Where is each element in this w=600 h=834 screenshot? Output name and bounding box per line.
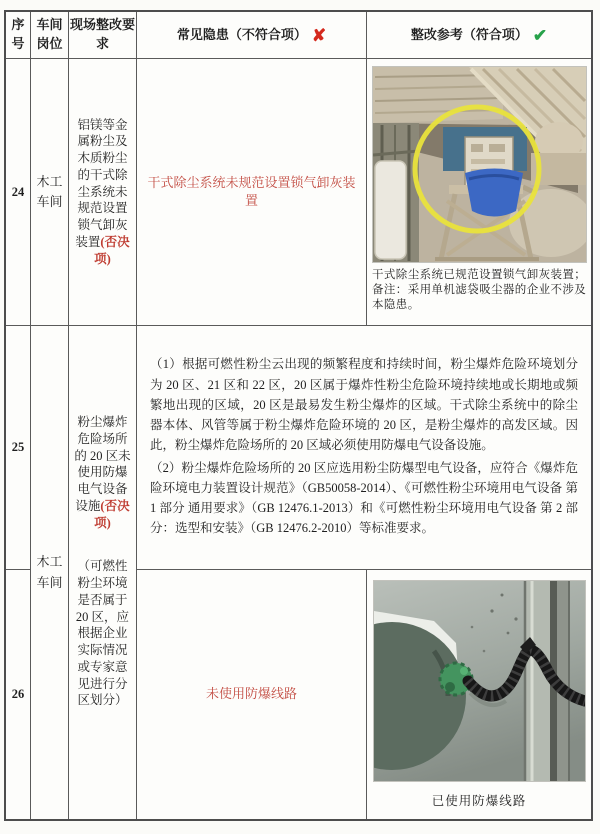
explosion-proof-wiring-photo xyxy=(373,580,586,782)
row24-workshop-value: 木工车间 xyxy=(36,173,63,209)
row26-hazard-text: 未使用防爆线路 xyxy=(205,686,297,702)
red-x-icon: ✘ xyxy=(311,25,327,45)
row26-hazard xyxy=(137,570,367,819)
header-serial xyxy=(6,12,31,59)
row24-reference xyxy=(367,59,591,326)
header-reference xyxy=(367,12,591,59)
row26-serial xyxy=(6,570,31,819)
row25-requirement-text xyxy=(69,414,136,531)
header-requirement-label: 现场整改要求 xyxy=(69,17,135,51)
safety-rectification-table xyxy=(4,10,593,821)
row24-veto-tag: (否决项) xyxy=(94,234,130,266)
row25-26-workshop xyxy=(31,326,69,819)
row25-serial xyxy=(6,326,31,570)
row24-serial xyxy=(6,59,31,326)
row25-requirement-body: 粉尘爆炸危险场所的 20 区未使用防爆电气设备设施 xyxy=(74,415,131,513)
header-workshop-label: 车间岗位 xyxy=(36,17,63,51)
row25-hazard-paragraph-1: （1）根据可燃性粉尘云出现的频繁程度和持续时间，粉尘爆炸危险环境划分为 20 区、21 区和 22 区，20 区属于爆炸性粉尘危险环境持续地或长期地或频繁地出现的区域，20 区是最易发生粉尘爆炸的区域。干式除尘系统中的除尘器本体、风管等属于粉尘爆炸危险环境的 20 区，是粉尘爆炸的高发区域。因此，粉尘爆炸危险场所的 20 区域必须使用防爆电气设备设施。 xyxy=(150,357,578,453)
row25-serial-value: 25 xyxy=(11,440,25,454)
header-hazard xyxy=(137,12,367,59)
row26-reference xyxy=(367,570,591,819)
row24-requirement xyxy=(69,59,137,326)
row24-requirement-body: 铝镁等金属粉尘及木质粉尘的干式除尘系统未规范设置锁气卸灰装置 xyxy=(75,117,128,249)
dust-collector-photo-art xyxy=(373,67,586,262)
row24-hazard xyxy=(137,59,367,326)
header-requirement xyxy=(69,12,137,59)
row26-serial-value: 26 xyxy=(11,687,25,701)
row25-26-workshop-value: 木工车间 xyxy=(36,554,63,590)
explosion-proof-wiring-photo-art xyxy=(374,581,585,781)
row26-requirement-note: （可燃性粉尘环境是否属于 20 区，应根据企业实际情况或专家意见进行分区划分） xyxy=(75,559,130,708)
row25-hazard-paragraph-2: （2）粉尘爆炸危险场所的 20 区应选用粉尘防爆型电气设备，应符合《爆炸危险环境电力装置设计规范》（GB50058-2014）、《可燃性粉尘环境用电气设备 第 1 部分 通用要求》（GB 12476.1-2013）和《可燃性粉尘环境用电气设备 第 2 部分：选型和安装》（GB 12476.2-2010）等标准要求。 xyxy=(150,460,578,536)
row24-reference-caption: 干式除尘系统已规范设置锁气卸灰装置；备注：采用单机滤袋吸尘器的企业不涉及本隐患。 xyxy=(372,269,587,311)
header-workshop xyxy=(31,12,69,59)
row25-hazard xyxy=(137,326,591,570)
row25-26-requirement xyxy=(69,326,137,819)
header-hazard-label: 常见隐患（不符合项） xyxy=(176,26,307,42)
header-reference-label: 整改参考（符合项） xyxy=(410,26,528,42)
header-serial-label: 序号 xyxy=(11,17,25,51)
row24-hazard-text: 干式除尘系统未规范设置锁气卸灰装置 xyxy=(147,174,356,208)
green-check-icon: ✔ xyxy=(532,25,548,45)
row25-veto-tag: (否决项) xyxy=(94,498,130,530)
row24-workshop xyxy=(31,59,69,326)
dust-collector-photo xyxy=(372,66,587,263)
row26-reference-caption: 已使用防爆线路 xyxy=(431,794,527,808)
row24-requirement-text xyxy=(69,113,136,272)
row24-serial-value: 24 xyxy=(11,184,25,199)
